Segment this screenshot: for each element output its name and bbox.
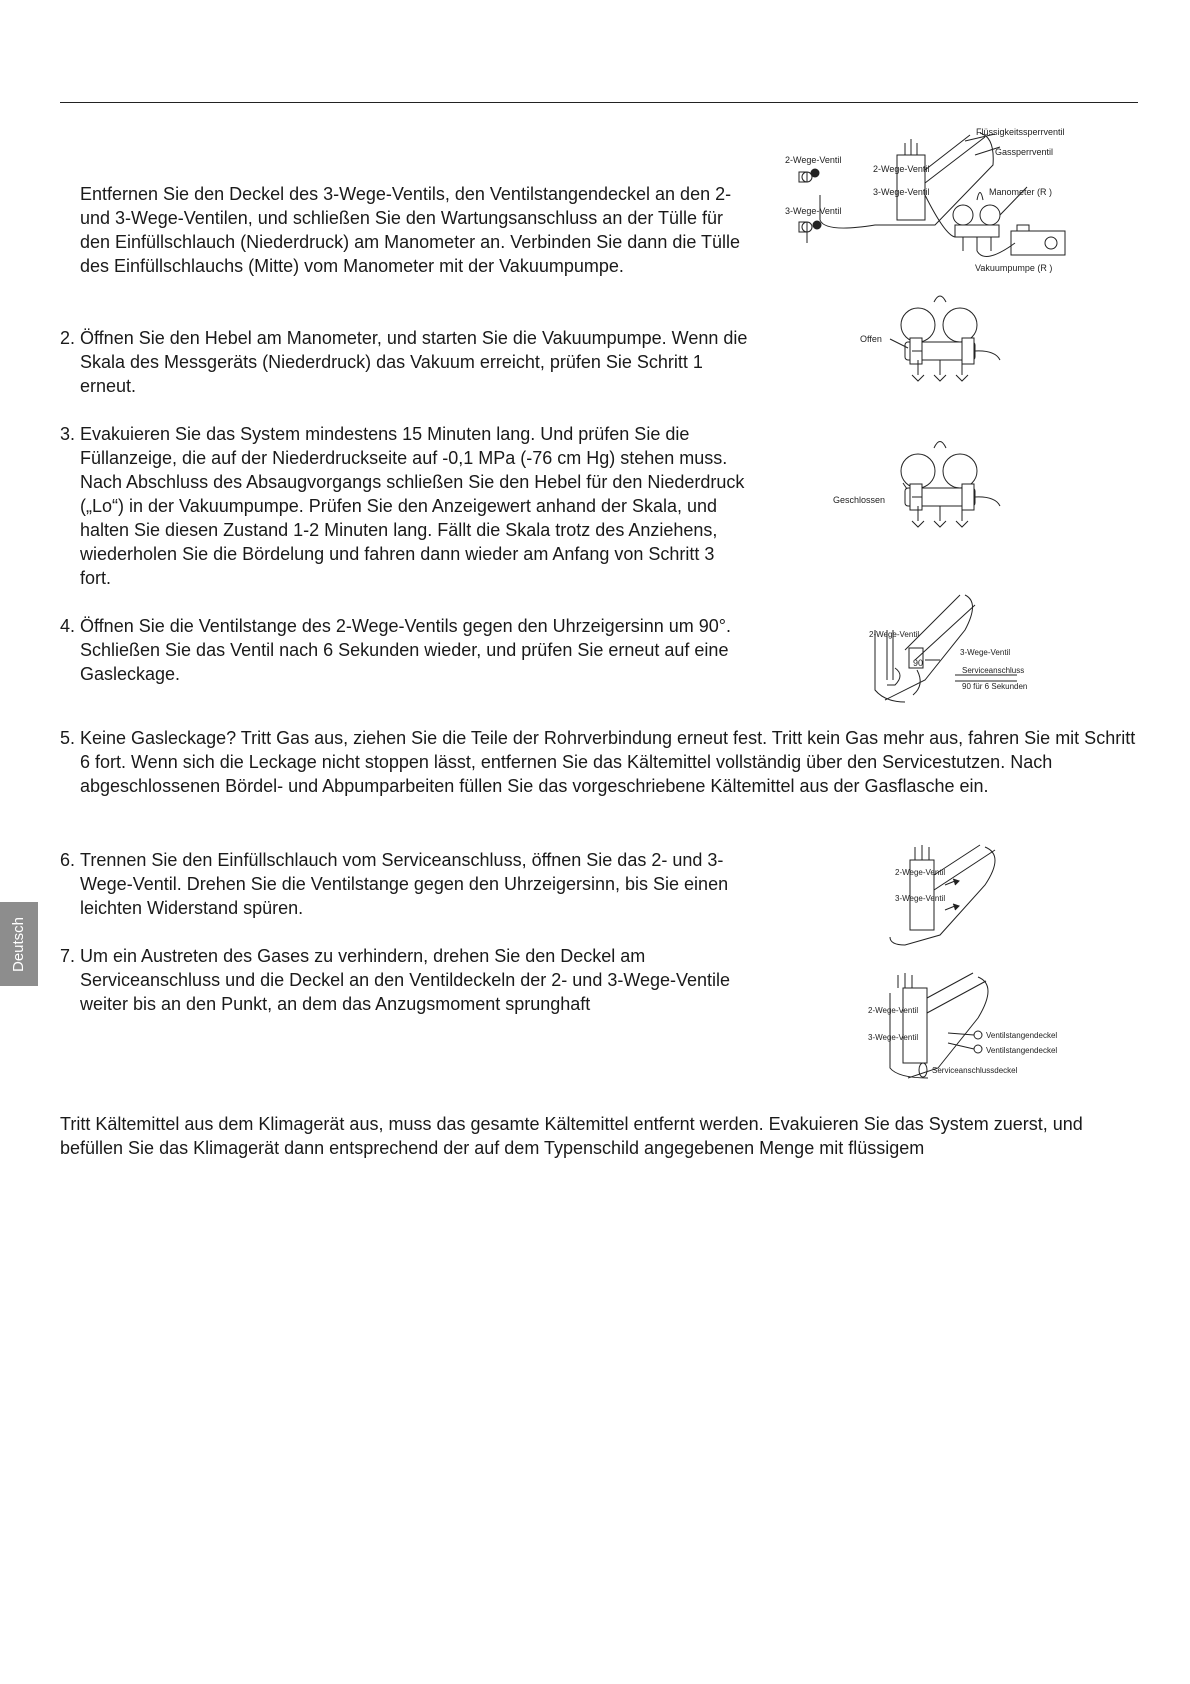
label-vakuumpumpe: Vakuumpumpe (R ) (975, 263, 1053, 273)
label-three-way: 3-Wege-Ventil (785, 206, 842, 216)
step-number: 4. (60, 616, 76, 636)
step-number (60, 182, 80, 278)
label-three-way: 3-Wege-Ventil (868, 1033, 919, 1042)
step-2 (60, 326, 750, 398)
label-two-way: 2-Wege-Ventil (868, 1006, 919, 1015)
label-geschlossen: Geschlossen (833, 495, 886, 505)
step-number: 2. (60, 328, 76, 348)
label-two-way: 2-Wege-Ventil (869, 630, 920, 639)
label-manometer: Manometer (R ) (989, 187, 1053, 197)
label-cap-1: Ventilstangendeckel (986, 1031, 1058, 1040)
label-three-way: 3-Wege-Ventil (960, 648, 1011, 657)
two-way-valve-icon (799, 169, 819, 182)
label-seconds: 90 für 6 Sekunden (962, 682, 1028, 691)
label-service-cap: Serviceanschlussdeckel (932, 1066, 1018, 1075)
label-two-way-b: 2-Wege-Ventil (873, 164, 930, 174)
language-tab-label: Deutsch (10, 916, 28, 972)
step-text: Öffnen Sie die Ventilstange des 2-Wege-Ventils gegen den Uhrzeigersinn um 90°. Schließen Sie das Ventil nach 6 Sekunden wieder, und prüfen Sie erneut auf eine Gasleckage. (80, 616, 731, 684)
step-text: Öffnen Sie den Hebel am Manometer, und starten Sie die Vakuumpumpe. Wenn die Skala des Messgeräts (Niederdruck) das Vakuum erreicht, prüfen Sie Schritt 1 erneut. (80, 328, 748, 396)
step-6 (60, 848, 730, 920)
language-tab[interactable] (0, 902, 38, 986)
step-text: Trennen Sie den Einfüllschlauch vom Serviceanschluss, öffnen Sie das 2- und 3-Wege-Ventil. Drehen Sie die Ventilstange gegen den Uhrzeigersinn, bis Sie einen leichten Widerstand spüren. (80, 850, 729, 918)
label-gassperr: Gassperrventil (995, 147, 1054, 157)
figure-open-valve (865, 590, 1040, 710)
step-7 (60, 944, 750, 1016)
step-text: Entfernen Sie den Deckel des 3-Wege-Ventils, den Ventilstangendeckel an den 2- und 3-Wege-Ventilen, und schließen Sie den Wartungsanschluss an der Tülle für den Einfüllschlauch (Niederdruck) am Manometer an. Verbinden Sie dann die Tülle des Einfüllschlauchs (Mitte) vom Manometer mit der Vakuumpumpe. (80, 184, 741, 276)
step-text: Evakuieren Sie das System mindestens 15 Minuten lang. Und prüfen Sie die Füllanzeige, die auf der Niederdruckseite auf -0,1 MPa (-76 cm Hg) stehen muss. Nach Abschluss des Absaugvorgangs schließen Sie den Hebel für den Niederdruck („Lo“) in der Vakuumpumpe. Prüfen Sie den Anzeigewert anhand der Skala, und halten Sie diesen Zustand 1-2 Minuten lang. Fällt die Skala trotz des Anziehens, wiederholen Sie die Bördelung und fahren dann wieder am Anfang von Schritt 3 fort. (80, 424, 745, 588)
closing-paragraph (60, 1112, 1140, 1160)
step-5 (60, 726, 1140, 798)
label-two-way: 2-Wege-Ventil (895, 868, 946, 877)
step-number: 5. (60, 728, 76, 748)
header-rule (60, 102, 1138, 103)
label-three-way: 3-Wege-Ventil (895, 894, 946, 903)
figure-tighten-caps (868, 973, 1058, 1083)
label-cap-2: Ventilstangendeckel (986, 1046, 1058, 1055)
step-text: Keine Gasleckage? Tritt Gas aus, ziehen Sie die Teile der Rohrverbindung erneut fest. Tritt kein Gas mehr aus, fahren Sie mit Schritt 6 fort. Wenn sich die Leckage nicht stoppen lässt, entfernen Sie das Kältemittel vollständig über den Servicestutzen. Nach abgeschlossenen Bördel- und Abpumparbeiten füllen Sie das vorgeschriebene Kältemittel aus der Gasflasche ein. (80, 728, 1136, 796)
label-two-way: 2-Wege-Ventil (785, 155, 842, 165)
step-3 (60, 422, 750, 590)
step-number: 6. (60, 850, 76, 870)
three-way-valve-icon (799, 221, 821, 243)
step-number: 3. (60, 424, 76, 444)
figure-setup (785, 125, 1085, 285)
step-text: Um ein Austreten des Gases zu verhindern, drehen Sie den Deckel am Serviceanschluss und die Deckel an den Ventildeckeln der 2- und 3-Wege-Ventile weiter bis an den Punkt, an dem das Anzugsmoment sprunghaft (80, 946, 731, 1014)
step-4 (60, 614, 750, 686)
label-degrees: 90 (913, 658, 924, 668)
label-fluessig: Flüssigkeitssperrventil (976, 127, 1065, 137)
figure-open-both (885, 845, 1015, 955)
label-service: Serviceanschluss (962, 666, 1025, 675)
label-three-way-b: 3-Wege-Ventil (873, 187, 930, 197)
figure-manifold-open (860, 290, 1020, 400)
step-number: 7. (60, 946, 76, 966)
figure-manifold-closed (833, 433, 1013, 543)
closing-text: Tritt Kältemittel aus dem Klimagerät aus, muss das gesamte Kältemittel entfernt werden. Evakuieren Sie das System zuerst, und befüllen Sie das Klimagerät dann entsprechend der auf dem Typenschild angegebenen Menge mit flüssigem (60, 1114, 1083, 1158)
label-offen: Offen (860, 334, 882, 344)
step-1 (60, 182, 750, 278)
